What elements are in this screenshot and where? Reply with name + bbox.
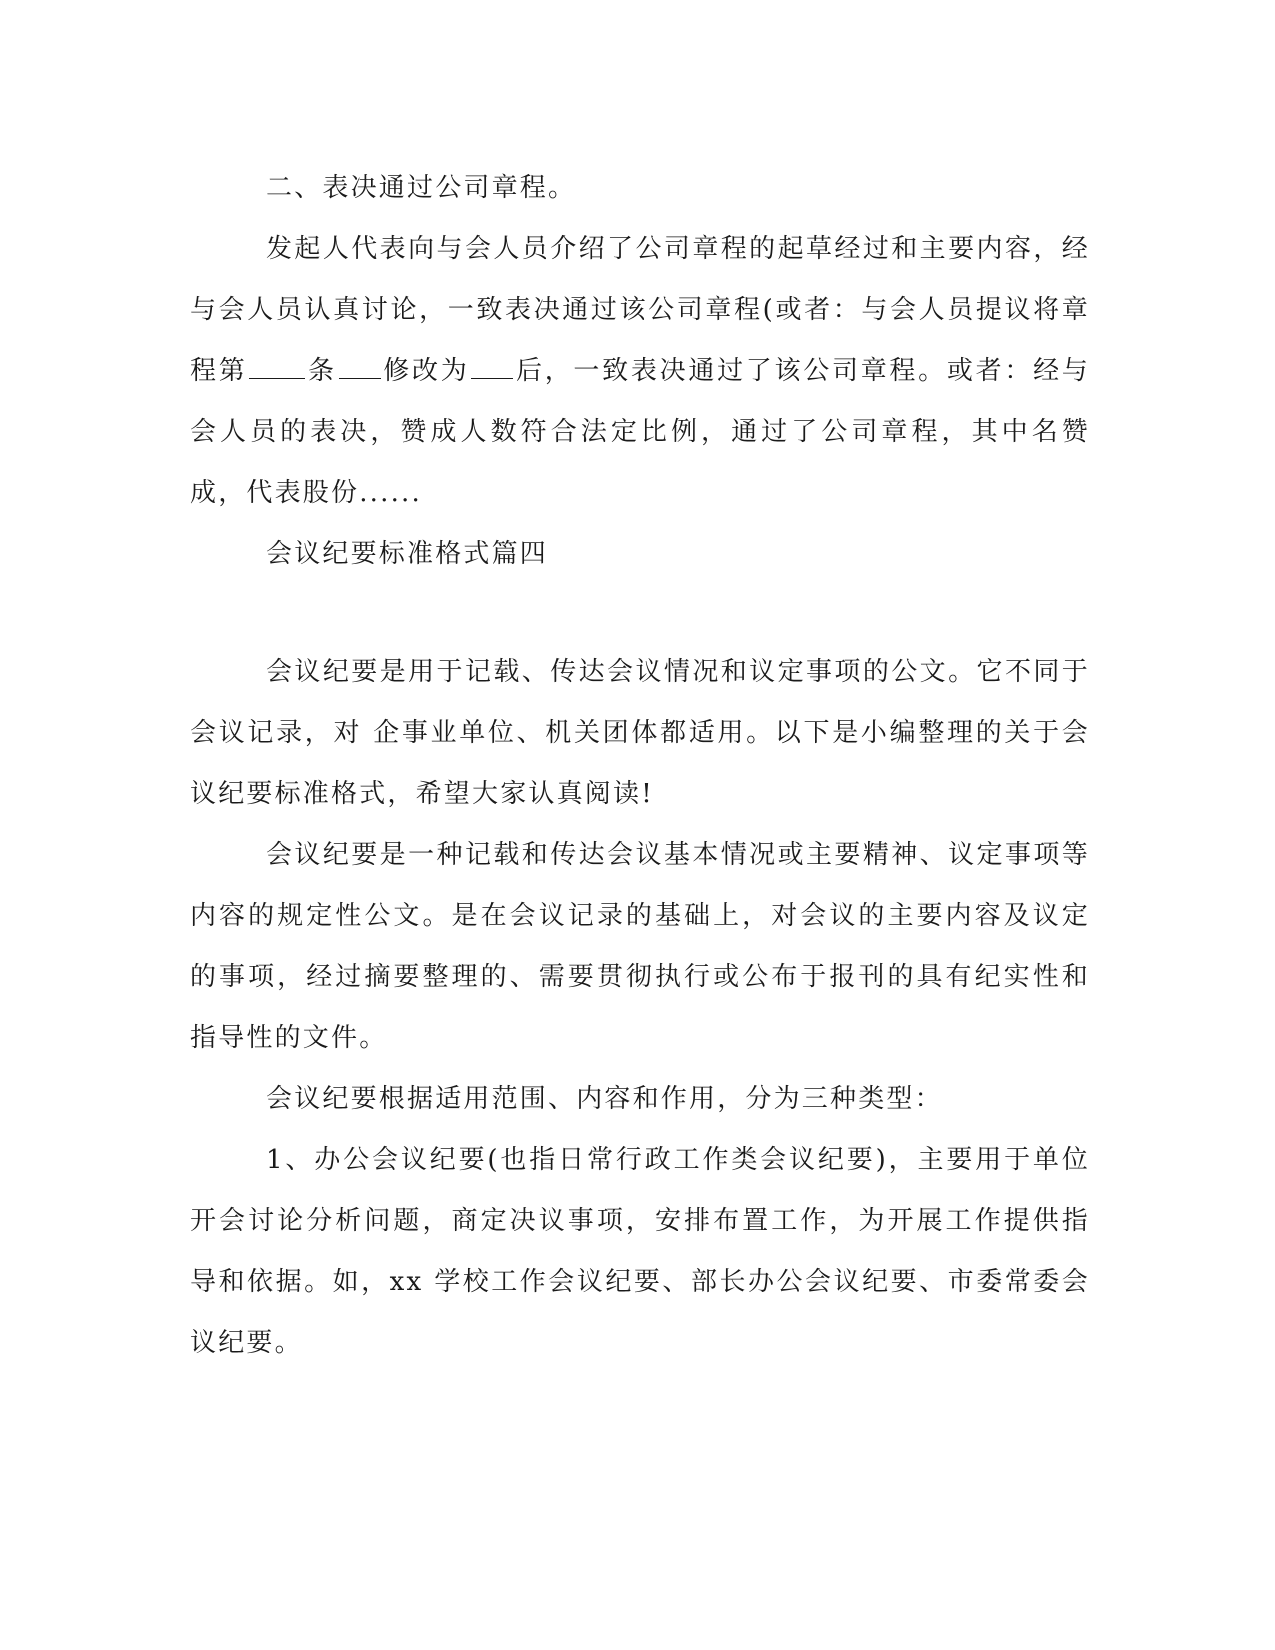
definition-paragraph: 会议纪要是一种记载和传达会议基本情况或主要精神、议定事项等内容的规定性公文。是在会议记录的基础上，对会议的主要内容及议定的事项，经过摘要整理的、需要贯彻执行或公布于报刊的具有纪实性和指导性的文件。: [190, 840, 1090, 1053]
charter-text-c: 修改为: [382, 356, 470, 386]
charter-text-d: 后，一致表决通过了该公司章程。或者：经与会人员的表决，赞成人数符合法定比例，通过了公司章程，其中名赞成，代表股份......: [190, 356, 1091, 508]
chapter-title: 会议纪要标准格式篇四: [266, 539, 549, 569]
charter-paragraph: [190, 219, 1090, 524]
charter-text-b: 条: [307, 356, 337, 386]
document-page: [190, 158, 1090, 1374]
section-heading: 二、表决通过公司章程。: [266, 173, 577, 203]
spacer: [190, 585, 1090, 642]
blank-line: [249, 356, 305, 379]
blank-line: [339, 356, 381, 379]
types-paragraph: 会议纪要根据适用范围、内容和作用，分为三种类型：: [266, 1084, 943, 1114]
type-1-paragraph: 1、办公会议纪要(也指日常行政工作类会议纪要)，主要用于单位开会讨论分析问题，商定决议事项，安排布置工作，为开展工作提供指导和依据。如，xx 学校工作会议纪要、部长办公会议纪要、市委常委会议纪要。: [190, 1145, 1090, 1358]
charter-text-a: 发起人代表向与会人员介绍了公司章程的起草经过和主要内容，经与会人员认真讨论，一致表决通过该公司章程(或者：与会人员提议将章程第: [190, 234, 1090, 386]
blank-line: [471, 356, 513, 379]
intro-paragraph: 会议纪要是用于记载、传达会议情况和议定事项的公文。它不同于会议记录，对 企事业单位、机关团体都适用。以下是小编整理的关于会议纪要标准格式，希望大家认真阅读!: [190, 657, 1090, 809]
